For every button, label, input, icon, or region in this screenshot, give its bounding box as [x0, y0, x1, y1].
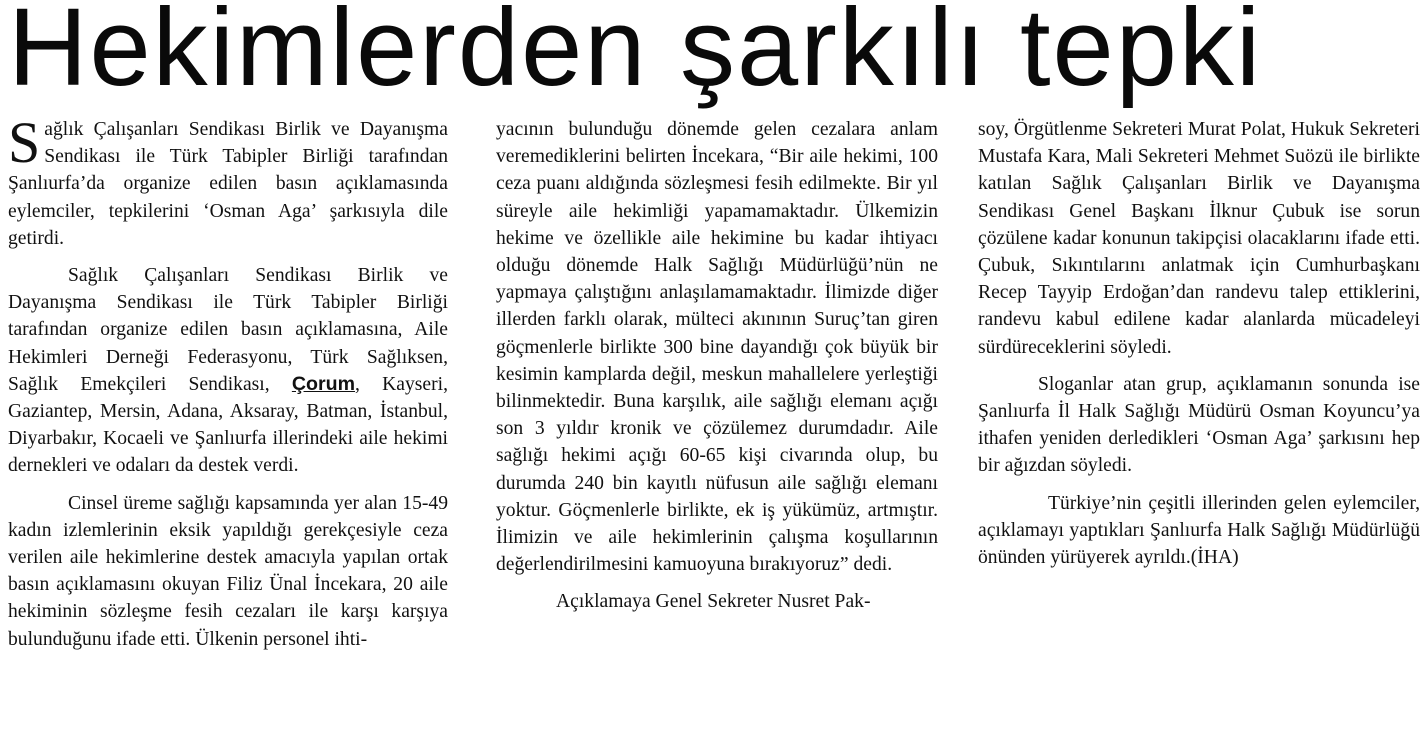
paragraph-penalties: Cinsel üreme sağlığı kapsamında yer alan 15-49 kadın izlemlerinin eksik yapıldığı gerekçesiyle ceza verilen aile hekimlerine destek amacıyla yapılan ortak basın açıklamasını okuyan Filiz Ünal İncekara, 20 aile hekiminin sözleşme fesih cezaları ile karşı karşıya bulunduğunu ifade etti. Ülkenin personel ihti-: [8, 492, 448, 650]
article-column-1: [8, 110, 448, 663]
paragraph-president: soy, Örgütlenme Sekreteri Murat Polat, Hukuk Sekreteri Mustafa Kara, Mali Sekreteri Mehmet Suözü ile birlikte katılan Sağlık Çalışanları Birlik ve Dayanışma Sendikası Genel Başkanı İlknur Çubuk ise sorun çözülene kadar konunun takipçisi olacaklarını ifade etti. Çubuk, Sıkıntılarını anlatmak için Cumhurbaşkanı Recep Tayyip Erdoğan’dan randevu talep ettiklerini, randevu kabul edilene kadar alanlarda mücadeleyi sürdüreceklerini söyledi.: [978, 119, 1420, 358]
paragraph-march: Türkiye’nin çeşitli illerinden gelen eylemciler, açıklamayı yaptıkları Şanlıurfa Halk Sağlığı Müdürlüğü önünden yürüyerek ayrıldı.(İHA): [978, 492, 1420, 569]
lead-paragraph: [8, 110, 448, 252]
paragraph-attendees: Açıklamaya Genel Sekreter Nusret Pak-: [556, 591, 871, 613]
paragraph-supporters-text-2: , Kayseri, Gaziantep, Mersin, Adana, Aksaray, Batman, İstanbul, Diyarbakır, Kocaeli ve Şanlıurfa illerindeki aile hekimi dernekleri ve odaları da destek verdi.: [8, 373, 448, 477]
headline: Hekimlerden şarkılı tepki: [8, 0, 1263, 109]
article-column-2: [496, 116, 938, 626]
paragraph-supporters: [8, 262, 448, 480]
paragraph-song: Sloganlar atan grup, açıklamanın sonunda ise Şanlıurfa İl Halk Sağlığı Müdürü Osman Koyuncu’ya ithafen yeniden derledikleri ‘Osman Aga’ şarkısını hep bir ağızdan söyledi.: [978, 373, 1420, 477]
lead-text: ağlık Çalışanları Sendikası Birlik ve Dayanışma Sendikası ile Türk Tabipler Birliği tarafından Şanlıurfa’da organize edilen basın açıklamasında eylemciler, tepkilerini ‘Osman Aga’ şarkısıyla dile getirdi.: [8, 119, 448, 249]
highlighted-town: Çorum: [291, 372, 356, 395]
drop-cap: S: [8, 110, 41, 175]
paragraph-supporters-text-1: Sağlık Çalışanları Sendikası Birlik ve Dayanışma Sendikası ile Türk Tabipler Birliği tarafından organize edilen basın açıklamasına, Aile Hekimleri Derneği Federasyonu, Türk Sağlıksen, Sağlık Emekçileri Sendikası,: [8, 265, 448, 395]
paragraph-quote: yacının bulunduğu dönemde gelen cezalara anlam veremediklerini belirten İncekara, “Bir aile hekimi, 100 ceza puanı aldığında sözleşmesi fesih edilmekte. Bir yıl süreyle aile hekimliği yapamamaktadır. Ülkemizin hekime ve özellikle aile hekimine bu kadar ihtiyacı olduğu dönemde Halk Sağlığı Müdürlüğü’nün ne yapmaya çalıştığını anlaşılamamaktadır. İlimizde diğer illerden farklı olarak, mülteci akınının Suruç’tan giren göçmenlerle birlikte 300 bine dayandığı çok büyük bir kesimin kamplarda değil, meskun mahallelere yerleştiği bilinmektedir. Buna karşılık, aile sağlığı elemanı açığı son 3 yıldır kronik ve çözülemez durumdadır. Aile sağlığı hekimi açığı 60-65 kişi civarında olup, bu durumda 240 bin kayıtlı nüfusun aile sağlığı elemanı yoktur. Göçmenlerle birlikte, ek iş yükümüz, artmıştır. İlimizin ve aile hekimlerinin çalışma koşullarının değerlendirilmesini kamuoyuna bırakıyoruz” dedi.: [496, 119, 938, 576]
article-column-3: [978, 116, 1420, 581]
